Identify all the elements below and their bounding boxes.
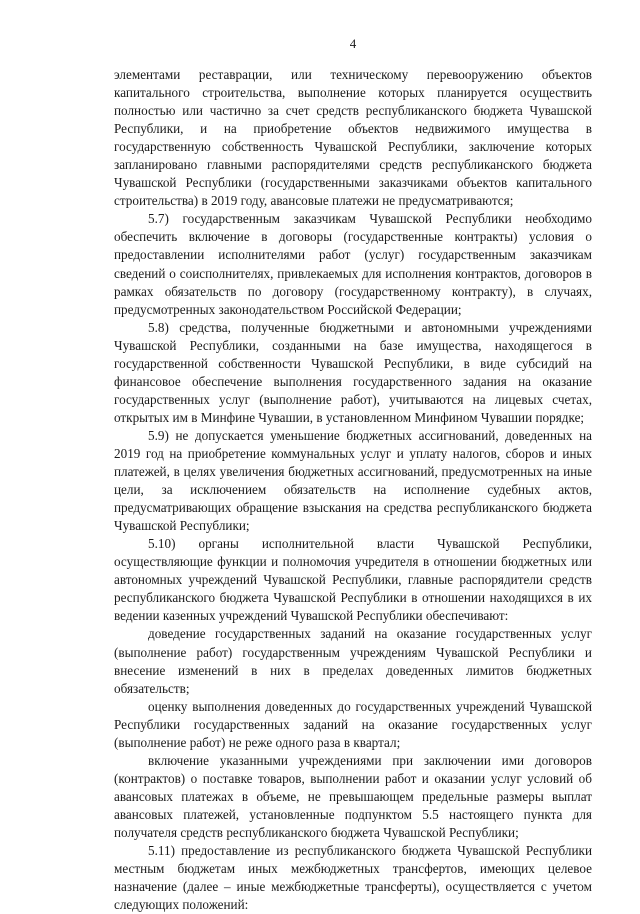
document-body bbox=[114, 66, 592, 914]
paragraph-continuation: элементами реставрации, или техническому перевооружению объектов капитального строительства, выполнение которых планируется осуществить полностью или частично за счет средств республиканского бюджета Чувашской Республики, и на приобретение объектов недвижимого имущества в государственную собственность Чувашской Республики, заключение которых запланировано главными распорядителями средств республиканского бюджета Чувашской Республики (государственными заказчиками объектов капитального строительства) в 2019 году, авансовые платежи не предусматриваются; bbox=[114, 67, 592, 209]
paragraph-5-7: 5.7) государственным заказчикам Чувашской Республики необходимо обеспечить включение в договоры (государственные контракты) условия о предоставлении исполнителями работ (услуг) государственным заказчикам сведений о соисполнителях, привлекаемых для исполнения контрактов, договоров в рамках обязательств по договору (государственному контракту), в случаях, предусмотренных законодательством Российской Федерации; bbox=[114, 211, 592, 317]
paragraph-5-9: 5.9) не допускается уменьшение бюджетных ассигнований, доведенных на 2019 год на приобретение коммунальных услуг и уплату налогов, сборов и иных платежей, в целях увеличения бюджетных ассигнований, предусмотренных на иные цели, за исключением обязательств на исполнение судебных актов, предусматривающих обращение взыскания на средства республиканского бюджета Чувашской Республики; bbox=[114, 427, 592, 534]
paragraph-5-10-item-1: доведение государственных заданий на оказание государственных услуг (выполнение работ) государственным учреждениям Чувашской Республики и внесение изменений в них в пределах доведенных лимитов бюджетных обязательств; bbox=[114, 626, 592, 696]
paragraph-5-10-item-2: оценку выполнения доведенных до государственных учреждений Чувашской Республики государственных заданий на оказание государственных услуг (выполнение работ) не реже одного раза в квартал; bbox=[114, 698, 592, 750]
page-number: 4 bbox=[349, 36, 357, 51]
paragraph-5-8: 5.8) средства, полученные бюджетными и автономными учреждениями Чувашской Республики, созданными на базе имущества, находящегося в государственной собственности Чувашской Республики, в виде субсидий на финансовое обеспечение выполнения государственного задания на оказание государственных услуг (выполнение работ), учитываются на лицевых счетах, открытых им в Минфине Чувашии, в установленном Минфином Чувашии порядке; bbox=[114, 319, 592, 425]
paragraph-5-10-item-3: включение указанными учреждениями при заключении ими договоров (контрактов) о поставке товаров, выполнении работ и оказании услуг условий об авансовых платежах в объеме, не превышающем предельные размеры выплат авансовых платежей, установленные подпунктом 5.5 настоящего пункта для получателя средств республиканского бюджета Чувашской Республики; bbox=[114, 752, 592, 840]
paragraph-5-11: 5.11) предоставление из республиканского бюджета Чувашской Республики местным бюджетам иных межбюджетных трансфертов, имеющих целевое назначение (далее – иные межбюджетные трансферты), осуществляется с учетом следующих положений: bbox=[114, 843, 592, 913]
paragraph-5-10: 5.10) органы исполнительной власти Чувашской Республики, осуществляющие функции и полномочия учредителя в отношении бюджетных или автономных учреждений Чувашской Республики, главные распорядители средств республиканского бюджета Чувашской Республики в отношении находящихся в их ведении казенных учреждений Чувашской Республики обеспечивают: bbox=[114, 536, 592, 624]
